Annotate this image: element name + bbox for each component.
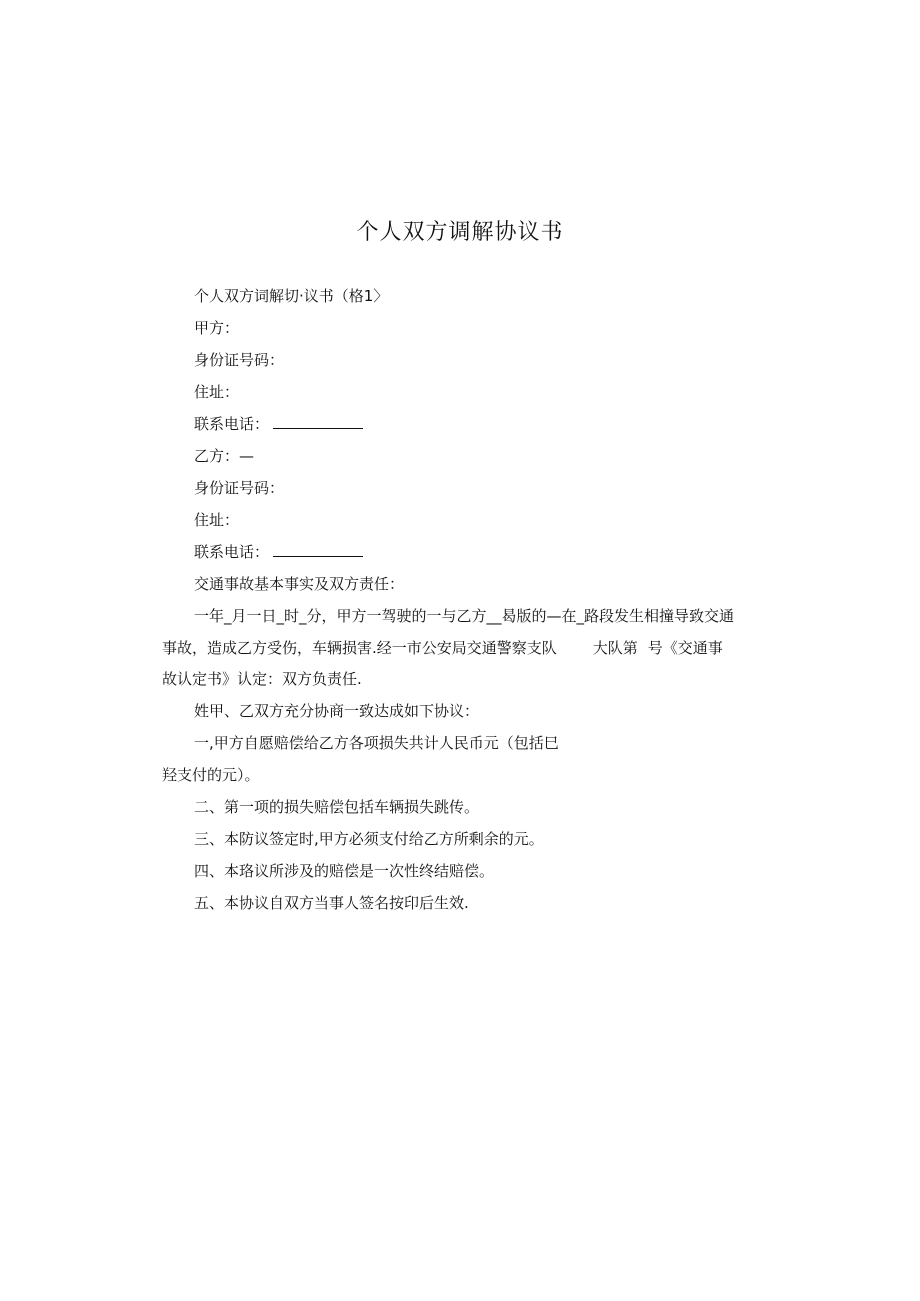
party-a-address-label: 住址： — [194, 383, 240, 401]
facts-line-2 — [162, 637, 723, 659]
facts-line-1: 一年_月一日_时_分，甲方一驾驶的一与乙方__曷版的—在_路段发生相撞导致交通 — [194, 607, 735, 625]
party-b-phone-label: 联系电话： — [194, 543, 270, 561]
facts-line-2-part-c: 号《交通事 — [647, 639, 723, 657]
clause-1-line-2: 羟支付的元）。 — [162, 766, 260, 784]
page-title: 个人双方调解协议书 — [356, 220, 564, 245]
clause-2: 二、第一项的损失赔偿包括车辆损失跳传。 — [194, 798, 480, 816]
party-b-address-label: 住址： — [194, 511, 240, 529]
party-a-phone-row — [194, 413, 363, 435]
clause-1-line-1: 一,甲方自愿赔偿给乙方各项损失共计人民币元（包括巳 — [194, 734, 559, 752]
facts-line-2-part-a: 事故，造成乙方受伤，车辆损害.经一市公安局交通警察支队 — [162, 639, 557, 657]
document-subtitle: 个人双方词解切·议书（格1〉 — [194, 287, 389, 305]
agreement-intro: 姓甲、乙双方充分协商一致达成如下协议： — [194, 702, 480, 720]
party-a-phone-label: 联系电话： — [194, 415, 270, 433]
party-a-phone-blank — [273, 414, 363, 429]
party-b-phone-row — [194, 541, 363, 563]
facts-line-3: 故认定书》认定：双方负责任. — [162, 670, 362, 688]
facts-line-2-part-b: 大队第 — [592, 639, 638, 657]
party-a-label: 甲方： — [194, 319, 240, 337]
clause-4: 四、本珞议所涉及的赔偿是一次性终结赔偿。 — [194, 862, 495, 880]
clause-3: 三、本防议签定时,甲方必须支付给乙方所剩余的元。 — [194, 830, 544, 848]
party-b-label: 乙方：— — [194, 447, 255, 465]
party-a-id-label: 身份证号码： — [194, 351, 285, 369]
facts-heading: 交通事故基本事实及双方责任： — [194, 575, 405, 593]
clause-5: 五、本协议自双方当事人签名按印后生效. — [194, 894, 469, 912]
party-b-id-label: 身份证号码： — [194, 479, 285, 497]
party-b-phone-blank — [273, 542, 363, 557]
